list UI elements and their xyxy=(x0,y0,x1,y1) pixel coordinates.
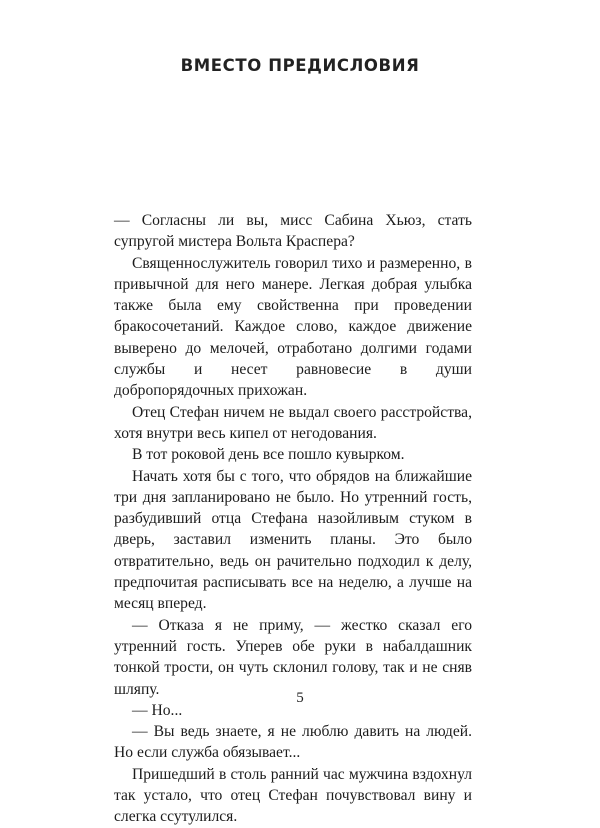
paragraph: В тот роковой день все пошло кувырком. xyxy=(132,446,405,464)
page-number: 5 xyxy=(296,690,304,706)
paragraph: — Вы ведь знаете, я не люблю давить на людей. Но если служба обязывает... xyxy=(114,723,472,762)
paragraph: — Согласны ли вы, мисс Сабина Хьюз, стать супругой мистера Вольта Краспера? xyxy=(114,212,472,251)
paragraph: Начать хотя бы с того, что обрядов на ближайшие три дня запланировано не было. Но утренний гость, разбудивший отца Стефана назойливым стуком в дверь, заставил изменить планы. Это было отвратительно, ведь он рачительно подходил к делу, предпочитая расписывать все на неделю, а лучше на месяц вперед. xyxy=(114,467,472,613)
paragraph: — Отказа я не приму, — жестко сказал его утренний гость. Уперев обе руки в набалдашник тонкой трости, он чуть склонил голову, так и не сняв шляпу. xyxy=(114,616,472,698)
paragraph: Пришедший в столь ранний час мужчина вздохнул так устало, что отец Стефан почувствовал вину и слегка ссутулился. xyxy=(114,765,472,826)
paragraph: Священнослужитель говорил тихо и размеренно, в привычной для него манере. Легкая добрая улыбка также была ему свойственна при проведении бракосочетаний. Каждое слово, каждое движение выверено до мелочей, отработано долгими годами службы и несет равновесие в души добропорядочных прихожан. xyxy=(114,254,472,400)
paragraph: — Но... xyxy=(132,701,183,719)
paragraph: Отец Стефан ничем не выдал своего расстройства, хотя внутри весь кипел от негодования. xyxy=(114,403,472,442)
body-text xyxy=(114,210,472,828)
chapter-title: ВМЕСТО ПРЕДИСЛОВИЯ xyxy=(180,56,420,75)
